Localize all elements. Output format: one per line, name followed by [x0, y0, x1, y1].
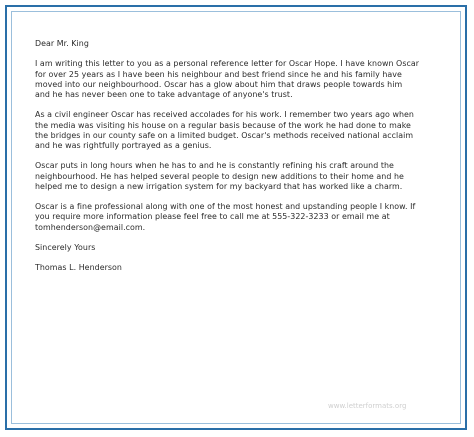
salutation: Dear Mr. King [35, 39, 89, 48]
paragraph-2: As a civil engineer Oscar has received accolades for his work. I remember two years ago when the media was visiting his house on a regular basis because of the work he had done to make the bridges in our county safe on a limited budget. Oscar's methods received national acclaim and he was rightfully portrayed as a genius. [35, 110, 414, 150]
letter-body [35, 39, 453, 284]
paragraph-1: I am writing this letter to you as a personal reference letter for Oscar Hope. I have known Oscar for over 25 years as I have been his neighbour and best friend since he and his family have moved into our neighbourhood. Oscar has a glow about him that draws people towards him and he has never been one to take advantage of anyone's trust. [35, 59, 420, 99]
paragraph-3: Oscar puts in long hours when he has to and he is constantly refining his craft around the neighbourhood. He has helped several people to design new additions to their home and he helped me to design a new irrigation system for my backyard that has worked like a charm. [35, 161, 404, 191]
paragraph-4: Oscar is a fine professional along with one of the most honest and upstanding people I know. If you require more information please feel free to call me at 555-322-3233 or email me at tomhenderson@email.com. [35, 202, 416, 232]
signature: Thomas L. Henderson [35, 263, 122, 273]
watermark: www.letterformats.org [328, 402, 407, 410]
closing: Sincerely Yours [35, 242, 96, 252]
